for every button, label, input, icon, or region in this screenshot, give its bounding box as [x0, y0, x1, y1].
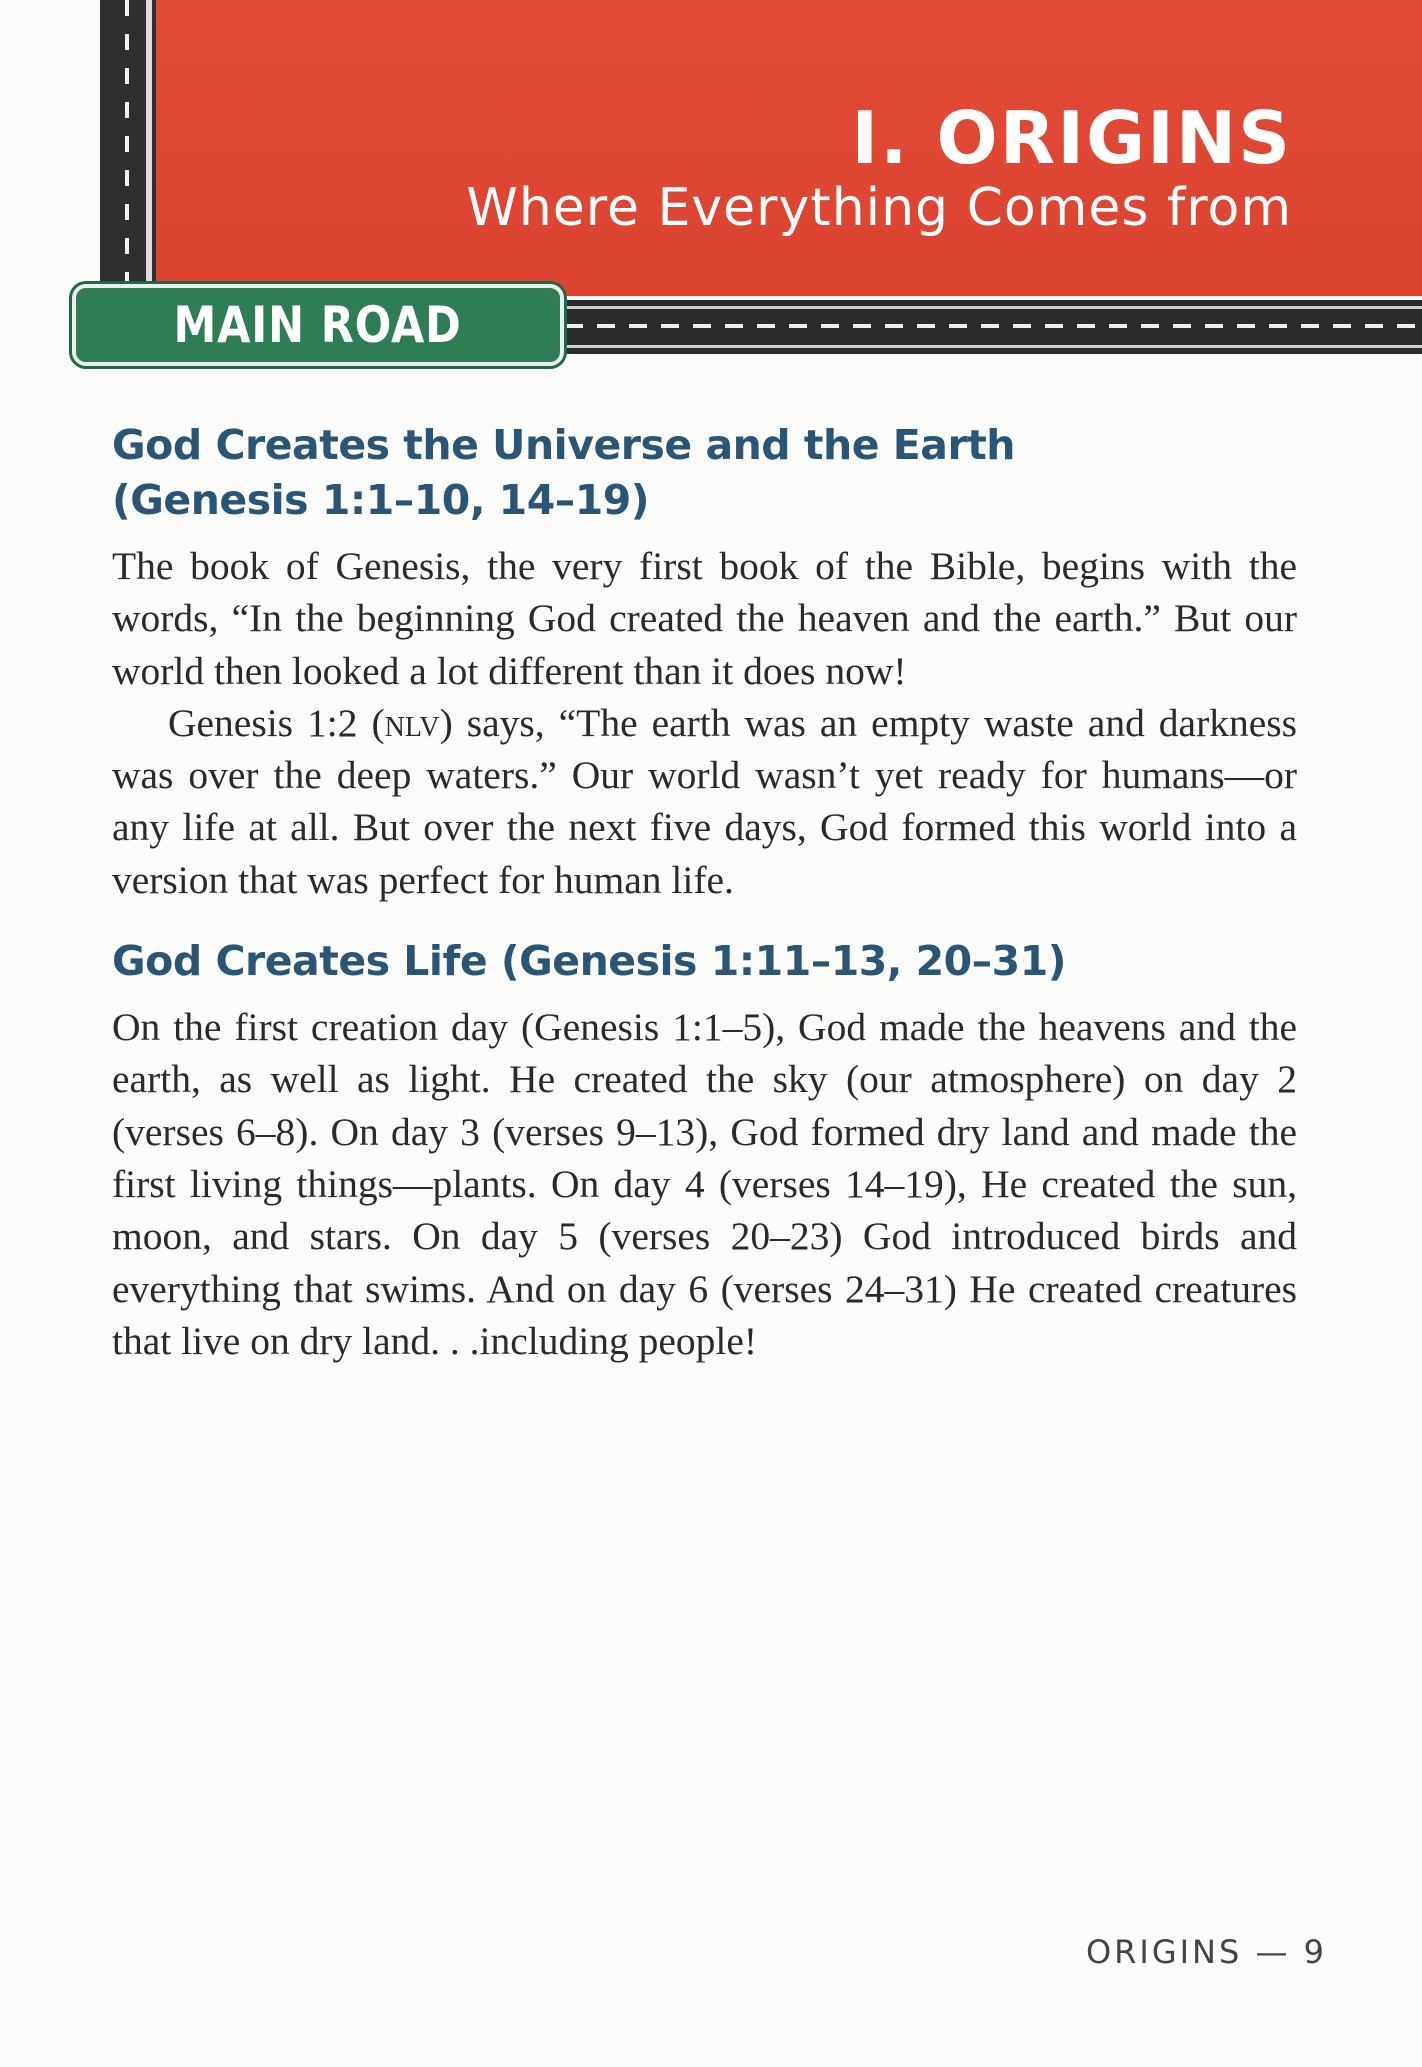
page-footer: ORIGINS — 9	[1085, 1933, 1327, 1971]
road-graphic-vertical	[100, 0, 156, 300]
chapter-title: I. ORIGINS	[851, 96, 1292, 180]
section-heading-life: God Creates Life (Genesis 1:11–13, 20–31)	[112, 937, 1066, 986]
paragraph-genesis-1-2	[112, 697, 1297, 906]
main-road-sign	[72, 284, 564, 366]
road-edge-line	[146, 0, 152, 296]
main-road-sign-label: MAIN ROAD	[173, 296, 463, 354]
road-edge-top	[555, 306, 1422, 309]
road-lane-dashes	[565, 324, 1422, 328]
paragraph-genesis-intro: The book of Genesis, the very first book of the Bible, begins with the words, “In the beginning God created the heaven and the earth.” But our world then looked a lot different than it does now!	[112, 544, 1297, 693]
paragraph-text: Genesis 1:2 (	[168, 700, 385, 745]
translation-abbreviation: nlv	[384, 700, 440, 745]
section-heading-line-2: (Genesis 1:1–10, 14–19)	[112, 476, 650, 524]
road-edge-bottom	[555, 345, 1422, 348]
section-heading-universe	[112, 418, 1297, 528]
page-content	[112, 418, 1297, 1367]
paragraph-creation-days: On the first creation day (Genesis 1:1–5), God made the heavens and the earth, as well as light. He created the sky (our atmosphere) on day 2 (verses 6–8). On day 3 (verses 9–13), God formed dry land and made the first living things—plants. On day 4 (verses 14–19), He created the sun, moon, and stars. On day 5 (verses 20–23) God introduced birds and everything that swims. And on day 6 (verses 24–31) He created creatures that live on dry land. . .including people!	[112, 1005, 1297, 1363]
paragraph-text: ) says, “The earth was an empty waste and darkness was over the deep waters.” Our world wasn’t yet ready for humans—or any life at all. But over the next five days, God formed this world into a version that was perfect for human life.	[112, 700, 1298, 902]
section-heading-line-1: God Creates the Universe and the Earth	[112, 421, 1015, 469]
chapter-subtitle: Where Everything Comes from	[466, 178, 1292, 238]
road-lane-dashes	[125, 0, 129, 290]
road-graphic-horizontal	[555, 300, 1422, 354]
